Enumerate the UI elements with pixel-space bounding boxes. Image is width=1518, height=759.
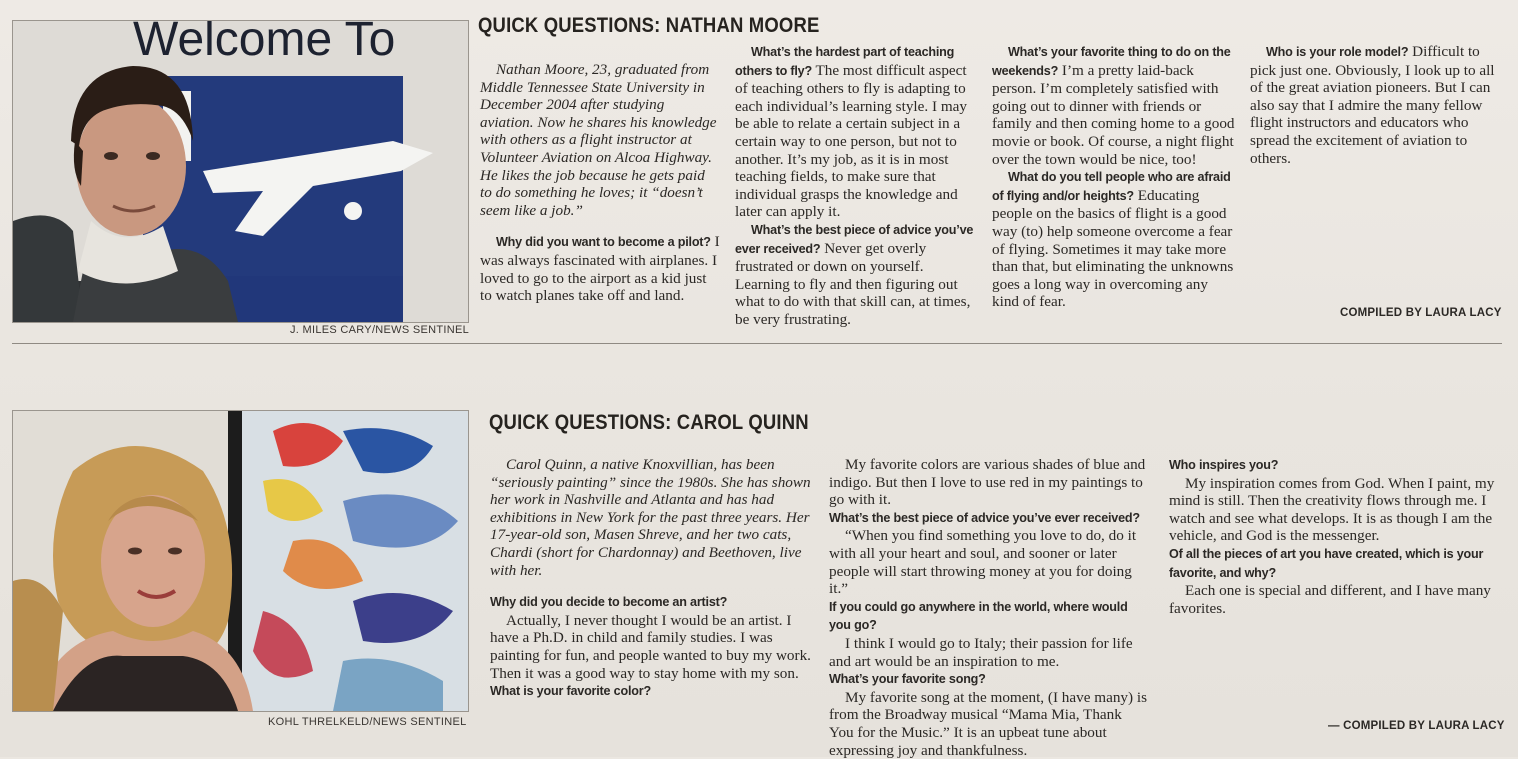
- answer: Never get overly frustrated or down on yourself. Learning to fly and then figuring out what to do with that skill can, at times, be very frustrating.: [735, 239, 971, 328]
- qa-paragraph: [735, 43, 977, 221]
- answer: Educating people on the basics of flight is a good way (to) help someone overcome a fear of flying. Sometimes it may take more than that, but eliminating the unknowns goes a long way in overcoming any kind of fear.: [992, 186, 1234, 311]
- question-paragraph: [1169, 545, 1495, 582]
- photo-nathan-moore-image: [13, 21, 468, 322]
- compiled-by: — COMPILED BY LAURA LACY: [1328, 720, 1505, 732]
- headline: QUICK QUESTIONS: CAROL QUINN: [489, 411, 809, 434]
- question: What’s your favorite song?: [829, 672, 986, 687]
- answer-paragraph: “When you find something you love to do, do it with all your heart and soul, and sooner or later people will start throwing money at you for doing it.”: [829, 527, 1137, 598]
- qa-paragraph: [735, 221, 977, 329]
- question: What’s the best piece of advice you’ve ever received?: [735, 222, 974, 256]
- photo-credit: J. MILES CARY/NEWS SENTINEL: [290, 324, 470, 336]
- answer-paragraph: Each one is special and different, and I have many favorites.: [1169, 582, 1491, 617]
- question: What’s the best piece of advice you’ve ever received?: [829, 510, 1140, 525]
- question-paragraph: [829, 598, 1149, 635]
- article1-column-3: [992, 43, 1237, 311]
- question-paragraph: [490, 593, 812, 612]
- question: Why did you want to become a pilot?: [496, 235, 711, 250]
- article2-column-1: [490, 456, 812, 701]
- answer: Difficult to pick just one. Obviously, I look up to all of the great aviation pioneers. But I can also say that I admire the many fellow flight instructors and educators who spread the excitement of aviation to others.: [1250, 43, 1495, 167]
- question: Of all the pieces of art you have created, which is your favorite, and why?: [1169, 546, 1484, 580]
- answer-paragraph: My favorite song at the moment, (I have many) is from the Broadway musical “Mama Mia, Thank You for the Music.” It is an upbeat tune about expressing joy and thankfulness.: [829, 688, 1147, 759]
- article1-column-2: [735, 43, 977, 329]
- question: What is your favorite color?: [490, 684, 651, 699]
- answer: I was always fascinated with airplanes. I loved to go to the airport as a kid just to watch planes take off and land.: [480, 233, 720, 305]
- headline: QUICK QUESTIONS: NATHAN MOORE: [478, 14, 820, 37]
- article2-column-2: [829, 456, 1149, 759]
- answer-paragraph: My inspiration comes from God. When I paint, my mind is still. Then the creativity flows through me. I watch and see what develops. It is as though I am the vehicle, and God is the messenger.: [1169, 474, 1495, 545]
- question: Why did you decide to become an artist?: [490, 595, 728, 610]
- qa-paragraph: [480, 233, 720, 304]
- answer-paragraph: My favorite colors are various shades of blue and indigo. But then I love to use red in my paintings to go with it.: [829, 456, 1146, 509]
- question-paragraph: [829, 670, 1149, 689]
- question-paragraph: [829, 509, 1149, 528]
- answer-paragraph: I think I would go to Italy; their passion for life and art would be an inspiration to me.: [829, 634, 1133, 670]
- article1-column-4: [1250, 43, 1496, 167]
- photo-sign-text: Welcome To: [133, 21, 396, 66]
- question: What’s the hardest part of teaching others to fly?: [735, 45, 955, 78]
- section-divider: [12, 343, 1502, 344]
- photo-credit: KOHL THRELKELD/NEWS SENTINEL: [268, 716, 467, 728]
- photo-carol-quinn-image: [13, 411, 468, 711]
- question: Who inspires you?: [1169, 458, 1279, 472]
- qa-paragraph: [992, 43, 1237, 168]
- photo-nathan-moore: [12, 20, 469, 323]
- question: What’s your favorite thing to do on the weekends?: [992, 45, 1231, 78]
- article1-column-1: [480, 61, 720, 305]
- answer: The most difficult aspect of teaching others to fly is adapting to each individual’s learning style. I may be able to relate a certain subject in a certain way to one person, but not to another. It’s my job, as it is in most teaching fields, to make sure that individual grasps the knowledge and later can apply it.: [735, 61, 967, 221]
- qa-paragraph: [992, 168, 1237, 311]
- intro-paragraph: Nathan Moore, 23, graduated from Middle Tennessee State University in December 2004 after studying aviation. Now he shares his knowledge with others as a flight instructor at Volunteer Aviation on Alcoa Highway. He likes the job because he gets paid to do something he loves; it “doesn’t seem like a job.”: [480, 61, 717, 219]
- answer-paragraph: Actually, I never thought I would be an artist. I have a Ph.D. in child and family studies. I was painting for fun, and people wanted to buy my work. Then it was a good way to stay home with my son.: [490, 611, 811, 682]
- question: Who is your role model?: [1266, 45, 1409, 59]
- answer: I’m a pretty laid-back person. I’m completely satisfied with going out to dinner with friends or family and then coming home to a good movie or book. Of course, a night flight over the town would be nice, too!: [992, 61, 1235, 168]
- question: What do you tell people who are afraid of flying and/or heights?: [992, 170, 1231, 203]
- photo-carol-quinn: [12, 410, 469, 712]
- article2-column-3: [1169, 456, 1495, 617]
- question: If you could go anywhere in the world, where would you go?: [829, 599, 1128, 633]
- compiled-by: COMPILED BY LAURA LACY: [1340, 307, 1502, 319]
- question-paragraph: [1169, 456, 1495, 475]
- question-paragraph: [490, 682, 812, 701]
- qa-paragraph: [1250, 43, 1496, 167]
- intro-paragraph: Carol Quinn, a native Knoxvillian, has been “seriously painting” since the 1980s. She has shown her work in Nashville and Atlanta and has had exhibitions in New York for the past three years. Her 17-year-old son, Masen Shreve, and her two cats, Chardi (short for Chardonnay) and Beethoven, live with her.: [490, 456, 811, 579]
